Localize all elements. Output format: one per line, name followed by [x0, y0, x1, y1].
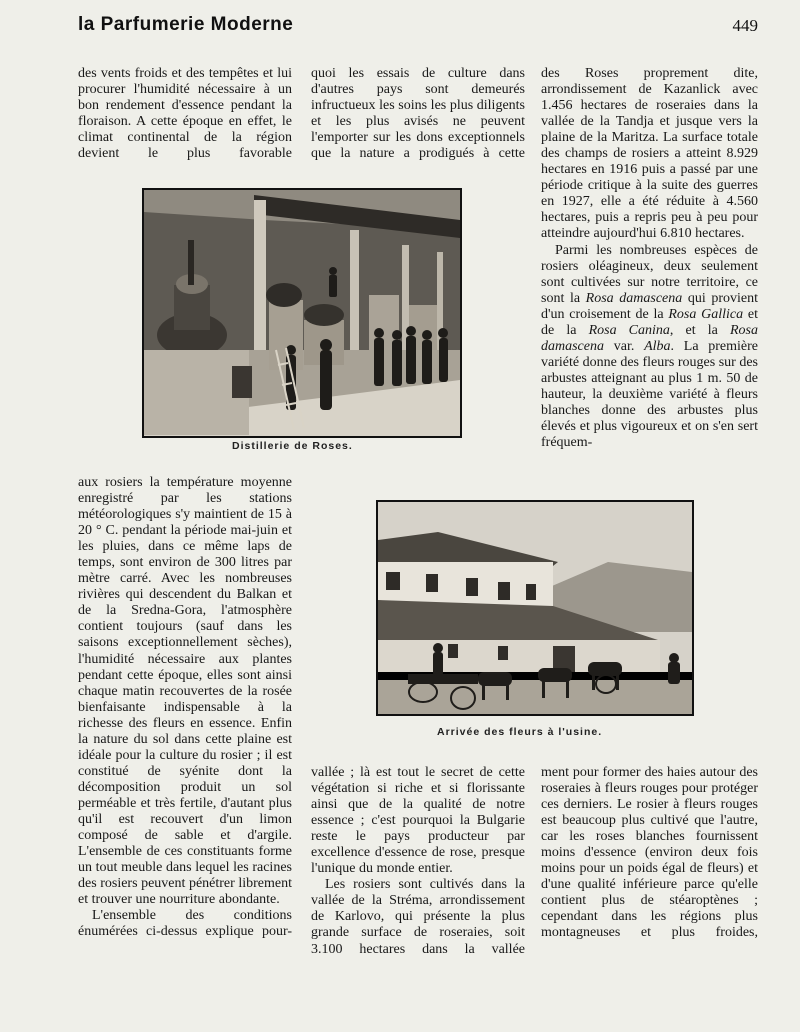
text-run: et de la — [541, 306, 758, 338]
column-3-top — [541, 66, 758, 451]
text-run: var. — [604, 338, 645, 354]
paragraph: aux rosiers la température moyenne enregistré par les stations météorologiques s'y maintient de 15 à 20 ° C. pendant la période mai-juin et les pluies, dans ce même laps de temps, sont environ de 300 litres par mètre carré. Avec les nombreuses rivières qui descendent du Balkan et de la Sredna-Gora, l'atmosphère contient toujours (sauf dans les saisons exceptionnellement sèches), l'humidité nécessaire aux plantes pendant cette époque, elles sont ainsi chaque matin recouvertes de la rosée bienfaisante indispensable à la richesse des fleurs en essence. Enfin la nature du sol dans cette plaine est idéale pour la culture du rosier ; il est constitué de syénite dont la décomposition produit un sol perméable et très fertile, d'autant plus qu'il est recouvert d'un limon composé de sable et d'argile. L'ensemble de ces constituants forme un tout meuble dans lequel les racines des rosiers peuvent pénétrer librement et trouver une nourriture abondante. — [78, 475, 292, 908]
text-run: , et la — [669, 322, 730, 338]
species-name: Rosa Canina — [588, 322, 670, 338]
column-1-bottom — [78, 475, 292, 940]
caption-flower-arrival: Arrivée des fleurs à l'usine. — [437, 726, 603, 738]
text-run: . La première variété donne des fleurs rouges sur des arbustes atteignant au plus 1 m. 50 de hauteur, la deuxième variété à fleurs blanches donne des arbustes plus élevés et plus vigoureux et on s'en sert fréquem- — [541, 338, 759, 451]
distillery-illustration — [144, 190, 460, 436]
paragraph: Les rosiers sont cultivés dans la vallée de la Stréma, arrondissement de Karlovo, qui présente la plus grande surface de roseraies, soit 3.100 hectares dans la vallée — [311, 877, 525, 957]
photo-rose-distillery — [142, 188, 462, 438]
text-run: Parmi les nombreuses espèces de rosiers oléagineux, deux seulement sont cultivées sur notre territoire, ce sont la — [541, 242, 758, 306]
column-2-bottom — [311, 765, 525, 958]
species-name: Rosa damascena — [585, 290, 683, 306]
paragraph: L'ensemble des conditions énumérées ci-dessus explique pour- — [78, 908, 292, 940]
paragraph: des Roses proprement dite, arrondissement de Kazanlick avec 1.456 hectares de roseraies dans la vallée de la Tandja et jusque vers la plaine de la Maritza. La surface totale des champs de rosiers a atteint 8.929 hectares en 1916 puis a passé par une période critique à la suite des guerres en 1927, elle a été réduite à 4.560 hectares, puis a repris peu à peu pour atteindre aujourd'hui 6.810 hectares. — [541, 66, 758, 242]
column-3-bottom — [541, 765, 758, 942]
paragraph: vallée ; là est tout le secret de cette végétation si riche et si florissante ainsi que de la qualité de notre essence ; c'est pourquoi la Bulgarie reste le pays producteur par excellence d'essence de rose, presque l'unique du monde entier. — [311, 765, 525, 877]
paragraph: ment pour former des haies autour des roseraies à fleurs rouges pour protéger ces derniers. Le rosier à fleurs rouges est beaucoup plus cultivé que l'autre, car les roses blanches fournissent moins d'essence (environ deux fois moins pour un poids égal de fleurs) et d'une qualité inférieure parce qu'elle contient plus de stéaroptènes ; cependant dans les régions plus montagneuses et plus froides, — [541, 765, 758, 941]
paragraph-rose-species — [541, 243, 758, 452]
column-1-top — [78, 66, 292, 162]
page-number: 449 — [732, 16, 758, 35]
journal-title: la Parfumerie Moderne — [78, 14, 294, 35]
species-name: Rosa damascena — [541, 322, 758, 354]
paragraph: quoi les essais de culture dans d'autres pays sont demeurés infructueux les soins les plus diligents et les plus avisés ne peuvent l'emporter sur les dons exceptionnels que la nature a prodigués à cette — [311, 66, 525, 162]
variety-name: Alba — [644, 338, 671, 354]
photo-flower-arrival — [376, 500, 694, 716]
text-run: qui provient d'un croisement de la — [541, 290, 758, 322]
column-2-top — [311, 66, 525, 162]
caption-distillery: Distillerie de Roses. — [232, 440, 353, 452]
factory-illustration — [378, 502, 692, 714]
species-name: Rosa Gallica — [668, 306, 744, 322]
paragraph: des vents froids et des tempêtes et lui procurer l'humidité nécessaire à un bon rendement d'essence pendant la floraison. A cette époque en effet, le climat continental de la région devient le plus favorable — [78, 66, 292, 162]
